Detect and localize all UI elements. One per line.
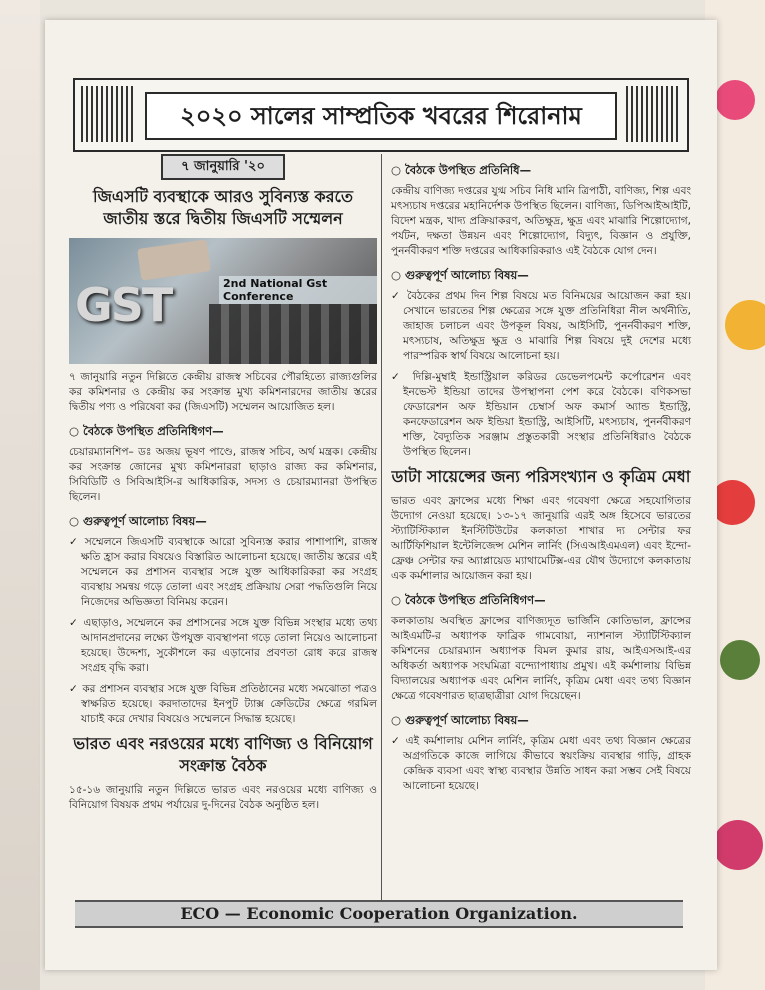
- section-heading-representatives: ○ বৈঠকে উপস্থিত প্রতিনিধিগণ—: [69, 424, 224, 438]
- page-title: ২০২০ সালের সাম্প্রতিক খবরের শিরোনাম: [145, 92, 617, 140]
- representatives-text: কলকাতায় অবস্থিত ফ্রান্সের বাণিজ্যদূত ভার্জিনি কোতিভাল, ফ্রান্সের আইএমটি-র অধ্যাপক ফাব্রিক গামবোয়া, ন্যাশনাল স্ট্যাটিস্টিক্যাল কমিশনের চেয়ারম্যান অধ্যাপক বিমল কুমার রায়, আইএসআই-এর অধিকর্তা অধ্যাপক সংঘমিত্রা বন্দ্যোপাধ্যায় প্রমুখ। এই কর্মশালায় বিভিন্ন বিদ্যালয়ের অধ্যাপক এবং মেশিন লার্নিং, কৃত্রিম মেধা এবং তথ্য বিজ্ঞান ক্ষেত্রে গবেষণারত ছাত্রছাত্রীরা যোগ দিয়েছেন।: [391, 615, 691, 702]
- article-headline-data-science: ডাটা সায়েন্সের জন্য পরিসংখ্যান ও কৃত্রিম মেধা: [391, 467, 691, 486]
- left-column: [69, 154, 377, 817]
- banner-hatch-right: [626, 86, 681, 142]
- page-banner: [73, 78, 689, 152]
- gst-logo: GST: [75, 278, 172, 332]
- representatives-text: চেয়ারম্যানশিপ– ডঃ অজয় ভূষণ পাণ্ডে, রাজস্ব সচিব, অর্থ মন্ত্রক। কেন্দ্রীয় কর সংক্রান্ত জোনের মুখ্য কমিশনাররা ছাড়াও রাজ্য কর কমিশনার, সিবিডিটি ও সিবিআইসি-র আধিকারিক, সদস্য ও চেয়ারম্যানরা উপস্থিত ছিলেন।: [69, 446, 377, 503]
- topic-bullet: ✓ এছাড়াও, সম্মেলনে কর প্রশাসনের সঙ্গে যুক্ত বিভিন্ন সংস্থার মধ্যে তথ্য আদানপ্রদানের লক্ষ্যে উপযুক্ত ব্যবস্থাপনা গড়ে তোলা নিয়েও আলোচনা হয়েছে। উদ্দেশ্য, সুকৌশলে কর এড়ানোর প্রবণতা রোধ করে রাজস্ব সংগ্রহ বৃদ্ধি করা।: [81, 616, 377, 676]
- section-heading-topics: ○ গুরুত্বপূর্ণ আলোচ্য বিষয়—: [391, 713, 529, 727]
- article-intro-norway: ১৫-১৬ জানুয়ারি নতুন দিল্লিতে ভারত এবং নরওয়ের মধ্যে বাণিজ্য ও বিনিয়োগ বিষয়ক প্রথম পর্যায়ের দু-দিনের বৈঠক অনুষ্ঠিত হল।: [69, 784, 377, 811]
- topic-bullet: ✓ বৈঠকের প্রথম দিন শিল্প বিষয়ে মত বিনিময়ের আয়োজন করা হয়। সেখানে ভারতের শিল্প ক্ষেত্রের সঙ্গে যুক্ত প্রতিনিধিরা নীল অর্থনীতি, জাহাজ চলাচল এবং উপকূল বিষয়, আইসিটি, পুনর্নবীকরণ শক্তি, মৎস্যচাষ, অতিক্ষুদ্র ক্ষুদ্র ও মাঝারি শিল্প বিষয়ে দুই দেশের মধ্যে পারস্পরিক স্বার্থ বিষয়ে আলোচনা হয়।: [403, 289, 691, 364]
- banner-hatch-left: [81, 86, 136, 142]
- representatives-text: কেন্দ্রীয় বাণিজ্য দপ্তরের যুগ্ম সচিব নিধি মানি ত্রিপাঠী, বাণিজ্য, শিল্প এবং মৎস্যচাষ দপ্তরের মহানির্দেশক উপস্থিত ছিলেন। বাণিজ্য, ডিপিআইআইটি, বিদেশ মন্ত্রক, খাদ্য প্রক্রিয়াকরণ, অতিক্ষুদ্র, ক্ষুদ্র এবং মাঝারি শিল্পোদ্যোগ, পর্যটন, দক্ষতা উন্নয়ন এবং শিল্পোদ্যোগ, বিদ্যুৎ, বিজ্ঞান ও প্রযুক্তি, পুনর্নবীকরণ শক্তি দপ্তরের আধিকারিকরাও এই বৈঠকে যোগ দেন।: [391, 185, 691, 257]
- conference-attendees: [209, 304, 377, 364]
- topic-bullet: ✓ কর প্রশাসন ব্যবস্থার সঙ্গে যুক্ত বিভিন্ন প্রতিষ্ঠানের মধ্যে সমঝোতা পত্রও স্বাক্ষরিত হয়েছে। করদাতাদের ইনপুট ট্যাক্স ক্রেডিটের ক্ষেত্রে গরমিল যাচাই করে দেখার বিষয়েও সম্মেলনে সিদ্ধান্ত হয়েছে।: [81, 682, 377, 727]
- document-page: [45, 20, 717, 970]
- article-intro-data-science: ভারত এবং ফ্রান্সের মধ্যে শিক্ষা এবং গবেষণা ক্ষেত্রে সহযোগিতার উদ্যোগ নেওয়া হয়েছে। ১৩-১৭ জানুয়ারি এরই অঙ্গ হিসেবে ভারতের স্ট্যাটিস্টিক্যাল ইনস্টিটিউটের কলকাতা শাখার দ্য সেন্টার ফর আর্টিফিশিয়াল ইন্টেলিজেন্স মেশিন লার্নিং (সিএআইএমএল) এবং ইন্দো-ফ্রেঞ্চ সেন্টার ফর অ্যাপ্লায়েড ম্যাথামেটিক্স-এর যৌথ উদ্যোগে কলকাতায় এক কর্মশালার আয়োজন করা হয়।: [391, 495, 691, 582]
- photo-caption: 2nd National Gst Conference: [219, 276, 377, 304]
- article-headline-norway: ভারত এবং নরওয়ের মধ্যে বাণিজ্য ও বিনিয়োগ সংক্রান্ত বৈঠক: [73, 734, 373, 775]
- article-headline-gst: জিএসটি ব্যবস্থাকে আরও সুবিন্যস্ত করতে জাতীয় স্তরে দ্বিতীয় জিএসটি সম্মেলন: [93, 187, 353, 228]
- conference-photo: [69, 238, 377, 364]
- footer-bar: ECO — Economic Cooperation Organization.: [75, 900, 683, 928]
- section-heading-topics: ○ গুরুত্বপূর্ণ আলোচ্য বিষয়—: [69, 514, 207, 528]
- date-tag: ৭ জানুয়ারি '২০: [161, 154, 285, 180]
- topic-bullet: ✓ সম্মেলনে জিএসটি ব্যবস্থাকে আরো সুবিন্যস্ত করার পাশাপাশি, রাজস্ব ক্ষতি হ্রাস করার বিষয়েও বিস্তারিত আলোচনা হয়েছে। জাতীয় স্তরের এই সম্মেলনে কর প্রশাসন ব্যবস্থার সঙ্গে যুক্ত আধিকারিকরা কর সংগ্রহ ব্যবস্থায় সমন্বয় গড়ে তোলা এবং সংগ্রহ প্রক্রিয়ায় সেরা পদ্ধতিগুলি নিয়ে নিজেদের অভিজ্ঞতা বিনিময় করেন।: [81, 535, 377, 610]
- right-column: [391, 154, 691, 800]
- background-cloth-left: [0, 0, 40, 990]
- column-divider: [381, 154, 382, 914]
- topic-bullet: ✓ দিল্লি-মুম্বাই ইন্ডাস্ট্রিয়াল করিডর ডেভেলপমেন্ট কর্পোরেশন এবং ইনভেস্ট ইন্ডিয়া তাদের উপস্থাপনা পেশ করে বৈঠকে। বণিকসভা ফেডারেশন অফ ইন্ডিয়ান চেম্বার্স অফ কমার্স অ্যান্ড ইন্ডাস্ট্রি, কনফেডারেশন অফ ইন্ডিয়া ইন্ডাস্ট্রি, আইসিটি, মৎস্যচাষ, পুনর্নবীকরণ শক্তি, বৈদ্যুতিক সরঞ্জাম প্রস্তুতকারী সংস্থার প্রতিনিধিরাও বৈঠকে উপস্থিত ছিলেন।: [403, 370, 691, 460]
- topic-bullet: ✓ এই কর্মশালায় মেশিন লার্নিং, কৃত্রিম মেধা এবং তথ্য বিজ্ঞান ক্ষেত্রের অগ্রগতিকে কাজে লাগিয়ে কীভাবে স্বয়ংক্রিয় ব্যবস্থার গাড়ি, গ্রাহক কেন্দ্রিক ব্যবসা এবং স্বাস্থ্য ব্যবস্থার উন্নতি সাধন করা সম্ভব সেই বিষয়ে আলোচনা হয়েছে।: [403, 734, 691, 794]
- article-intro: ৭ জানুয়ারি নতুন দিল্লিতে কেন্দ্রীয় রাজস্ব সচিবের পৌরহিত্যে রাজ্যগুলির কর কমিশনার ও কেন্দ্রীয় কর সংক্রান্ত মুখ্য কমিশনারদের জাতীয় স্তরের দ্বিতীয় পণ্য ও পরিষেবা কর (জিএসটি) সম্মেলন আয়োজিত হল।: [69, 371, 377, 413]
- currency-notes-graphic: [137, 239, 211, 280]
- section-heading-representatives: ○ বৈঠকে উপস্থিত প্রতিনিধিগণ—: [391, 593, 546, 607]
- section-heading-topics: ○ গুরুত্বপূর্ণ আলোচ্য বিষয়—: [391, 268, 529, 282]
- section-heading-representatives: ○ বৈঠকে উপস্থিত প্রতিনিধি—: [391, 163, 532, 177]
